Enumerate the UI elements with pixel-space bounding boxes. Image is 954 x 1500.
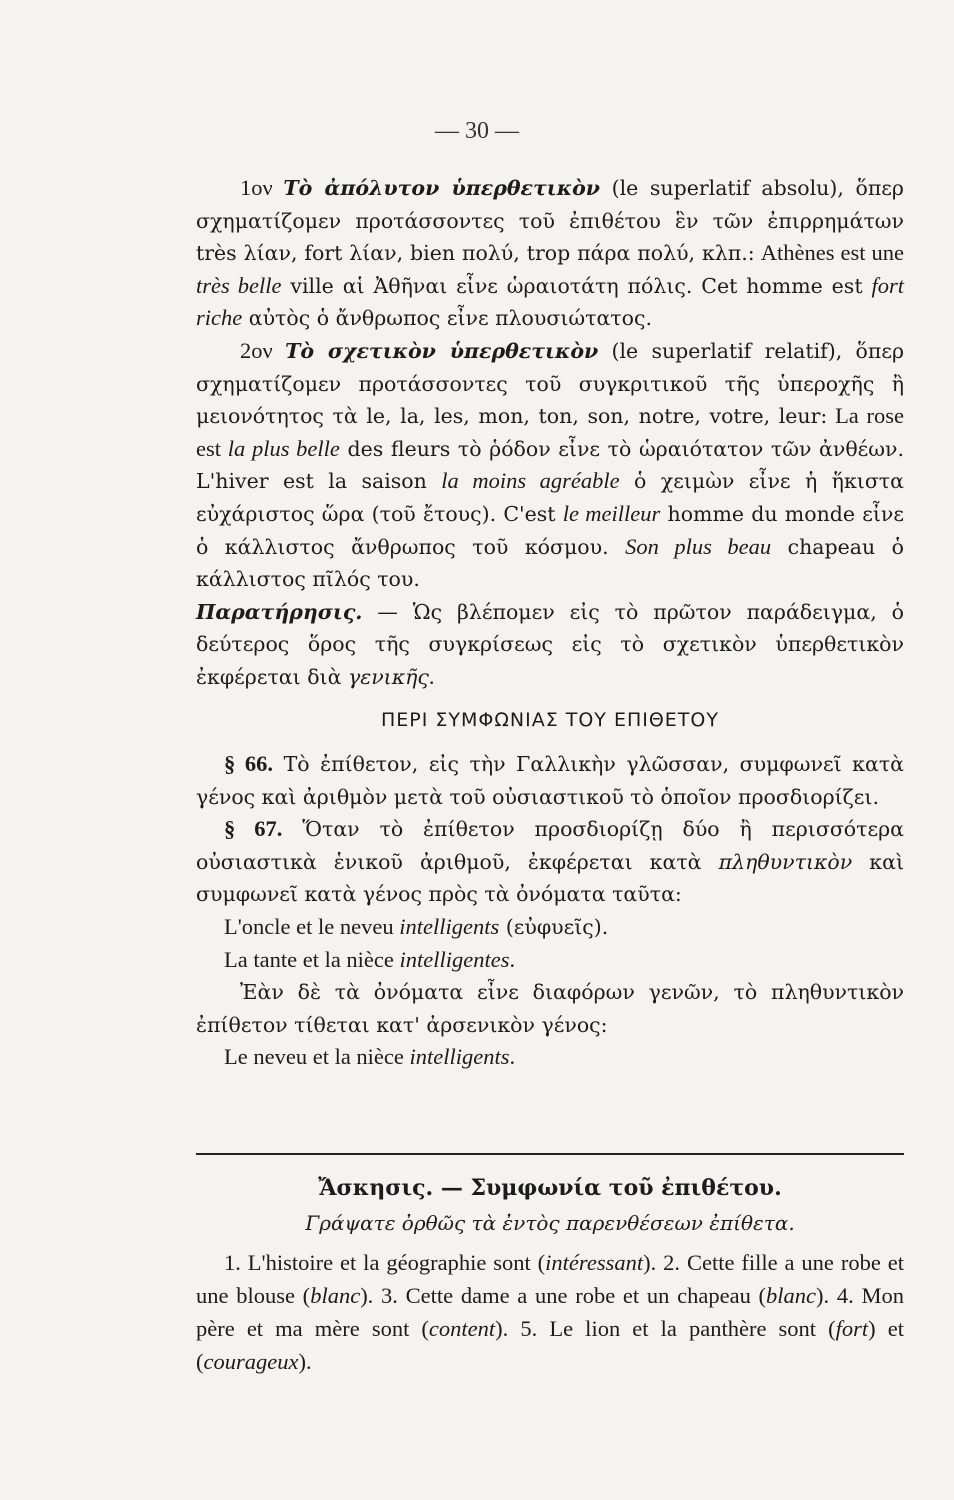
paragraph-text: (le superlatif relatif), ὅπερ σχηματίζομεν προτάσσοντες τοῦ συγκριτικοῦ τῆς ὑπεροχῆς ἢ μειονότητος τὰ le, la, les, mon, ton, son, notre, votre, leur:: [196, 338, 904, 429]
exercise-blank: courageux: [203, 1349, 299, 1374]
example-text: La rose est: [196, 403, 905, 461]
example-emphasis: le meilleur: [562, 500, 661, 526]
exercise-blank: fort: [835, 1316, 869, 1341]
example-text: chapeau ὁ κάλλιστος πῖλός του.: [196, 534, 904, 592]
example-text: ville αἱ Ἀθῆναι εἶνε ὡραιοτάτη πόλις. Cet homme est: [281, 273, 872, 298]
example-text: .: [509, 1044, 516, 1070]
paragraph-text: (le superlatif absolu), ὅπερ σχηματίζομεν προτάσσοντες τοῦ ἐπιθέτου ἓν τῶν ἐπιρρημάτων très λίαν, fort λίαν, bien πολύ, trop πάρα πολύ, κλπ.:: [196, 176, 904, 266]
example-text: homme du monde εἶνε ὁ κάλλιστος ἄνθρωπος τοῦ κόσμου.: [196, 501, 904, 559]
term-relative-superlative: Τὸ σχετικὸν ὑπερθετικὸν: [285, 338, 599, 363]
section-number: § 66.: [224, 751, 274, 777]
note-emphasis: γενικῆς: [347, 664, 429, 689]
example-text: .: [509, 946, 516, 972]
example-text: ὁ χειμὼν εἶνε ἡ ἥκιστα εὐχάριστος ὥρα (τοῦ ἔτους). C'est: [196, 469, 904, 526]
example-emphasis: fort riche: [196, 272, 904, 331]
example-emphasis: très belle: [196, 272, 282, 298]
example-line: [196, 1041, 904, 1074]
section-heading: ΠΕΡΙ ΣΥΜΦΩΝΙΑΣ ΤΟΥ ΕΠΙΘΕΤΟΥ: [381, 708, 719, 731]
section-text: Τὸ ἐπίθετον, εἰς τὴν Γαλλικὴν γλῶσσαν, συμφωνεῖ κατὰ γένος καὶ ἀριθμὸν μετὰ τοῦ οὐσιαστικοῦ τὸ ὁποῖον προσδιορίζει.: [196, 752, 905, 809]
paragraph-relative-superlative: [196, 335, 904, 596]
example-emphasis: intelligents: [409, 1044, 510, 1070]
example-text: La tante et la nièce: [224, 946, 400, 972]
note-paragraph: [196, 596, 904, 694]
example-text: Athènes est une: [760, 240, 905, 266]
example-text: des fleurs τὸ ῥόδον εἶνε τὸ ὡραιότατον τῶν ἀνθέων. L'hiver est la saison: [196, 436, 904, 494]
exercise-blank: blanc: [310, 1283, 361, 1308]
example-emphasis: intelligentes: [399, 946, 510, 972]
example-line: [196, 911, 904, 944]
exercise-text: ). 5. Le lion et la panthère sont (: [495, 1316, 836, 1341]
exercise-block: [196, 1172, 904, 1378]
section-emphasis: πληθυντικὸν: [718, 849, 853, 874]
exercise-text: ). 3. Cette dame a une robe et un chapeau (: [360, 1283, 767, 1308]
main-text: [196, 172, 904, 1074]
exercise-text: ) et (: [196, 1316, 904, 1374]
example-emphasis: Son plus beau: [625, 533, 772, 559]
example-text: Le neveu et la nièce: [224, 1044, 410, 1070]
page-number: — 30 —: [435, 118, 519, 144]
example-emphasis: la plus belle: [227, 435, 340, 461]
paragraph-mixed-gender: Ἐὰν δὲ τὰ ὀνόματα εἶνε διαφόρων γενῶν, τὸ πληθυντικὸν ἐπίθετον τίθεται κατ' ἀρσενικὸν γένος:: [196, 980, 904, 1037]
exercise-blank: intéressant: [545, 1250, 644, 1275]
example-text: (εὐφυεῖς).: [499, 915, 609, 940]
section-67: [196, 813, 904, 911]
exercise-text: ).: [298, 1349, 312, 1374]
exercise-text: 1. L'histoire et la géographie sont (: [224, 1250, 546, 1275]
section-66: [196, 748, 904, 813]
section-text: καὶ συμφωνεῖ κατὰ γένος πρὸς τὰ ὀνόματα ταῦτα:: [196, 849, 904, 907]
example-emphasis: la moins agréable: [441, 468, 620, 494]
exercise-blank: blanc: [766, 1283, 817, 1308]
exercise-title: Ἄσκησις. — Συμφωνία τοῦ ἐπιθέτου.: [318, 1175, 782, 1201]
term-absolute-superlative: Τὸ ἀπόλυτον ὑπερθετικὸν: [283, 176, 600, 200]
paragraph-absolute-superlative: [196, 172, 904, 335]
example-line: [196, 944, 904, 977]
note-end: .: [428, 663, 435, 689]
exercise-text: ). 2. Cette fille a une robe et une blouse (: [196, 1250, 904, 1308]
item-number: 1ον: [240, 175, 273, 200]
exercise-sentences: [196, 1246, 904, 1378]
section-text: Ὅταν τὸ ἐπίθετον προσδιορίζῃ δύο ἢ περισσότερα οὐσιαστικὰ ἑνικοῦ ἀριθμοῦ, ἐκφέρεται κατὰ: [196, 817, 905, 874]
exercise-blank: content: [428, 1316, 496, 1341]
example-emphasis: intelligents: [399, 914, 500, 940]
example-text: αὐτὸς ὁ ἄνθρωπος εἶνε πλουσιώτατος.: [242, 306, 652, 331]
exercise-instruction: Γράψατε ὀρθῶς τὰ ἐντὸς παρενθέσεων ἐπίθετα.: [305, 1211, 795, 1235]
note-text: — Ὡς βλέπομεν εἰς τὸ πρῶτον παράδειγμα, ὁ δεύτερος ὅρος τῆς συγκρίσεως εἰς τὸ σχετικὸν ὑπερθετικὸν ἐκφέρεται διὰ: [196, 599, 904, 689]
divider-rule: [196, 1153, 904, 1155]
section-number: § 67.: [224, 816, 283, 842]
note-label: Παρατήρησις.: [196, 599, 363, 624]
exercise-text: ). 4. Mon père et ma mère sont (: [196, 1283, 904, 1341]
item-number: 2ον: [240, 337, 273, 363]
example-text: L'oncle et le neveu: [224, 914, 400, 940]
